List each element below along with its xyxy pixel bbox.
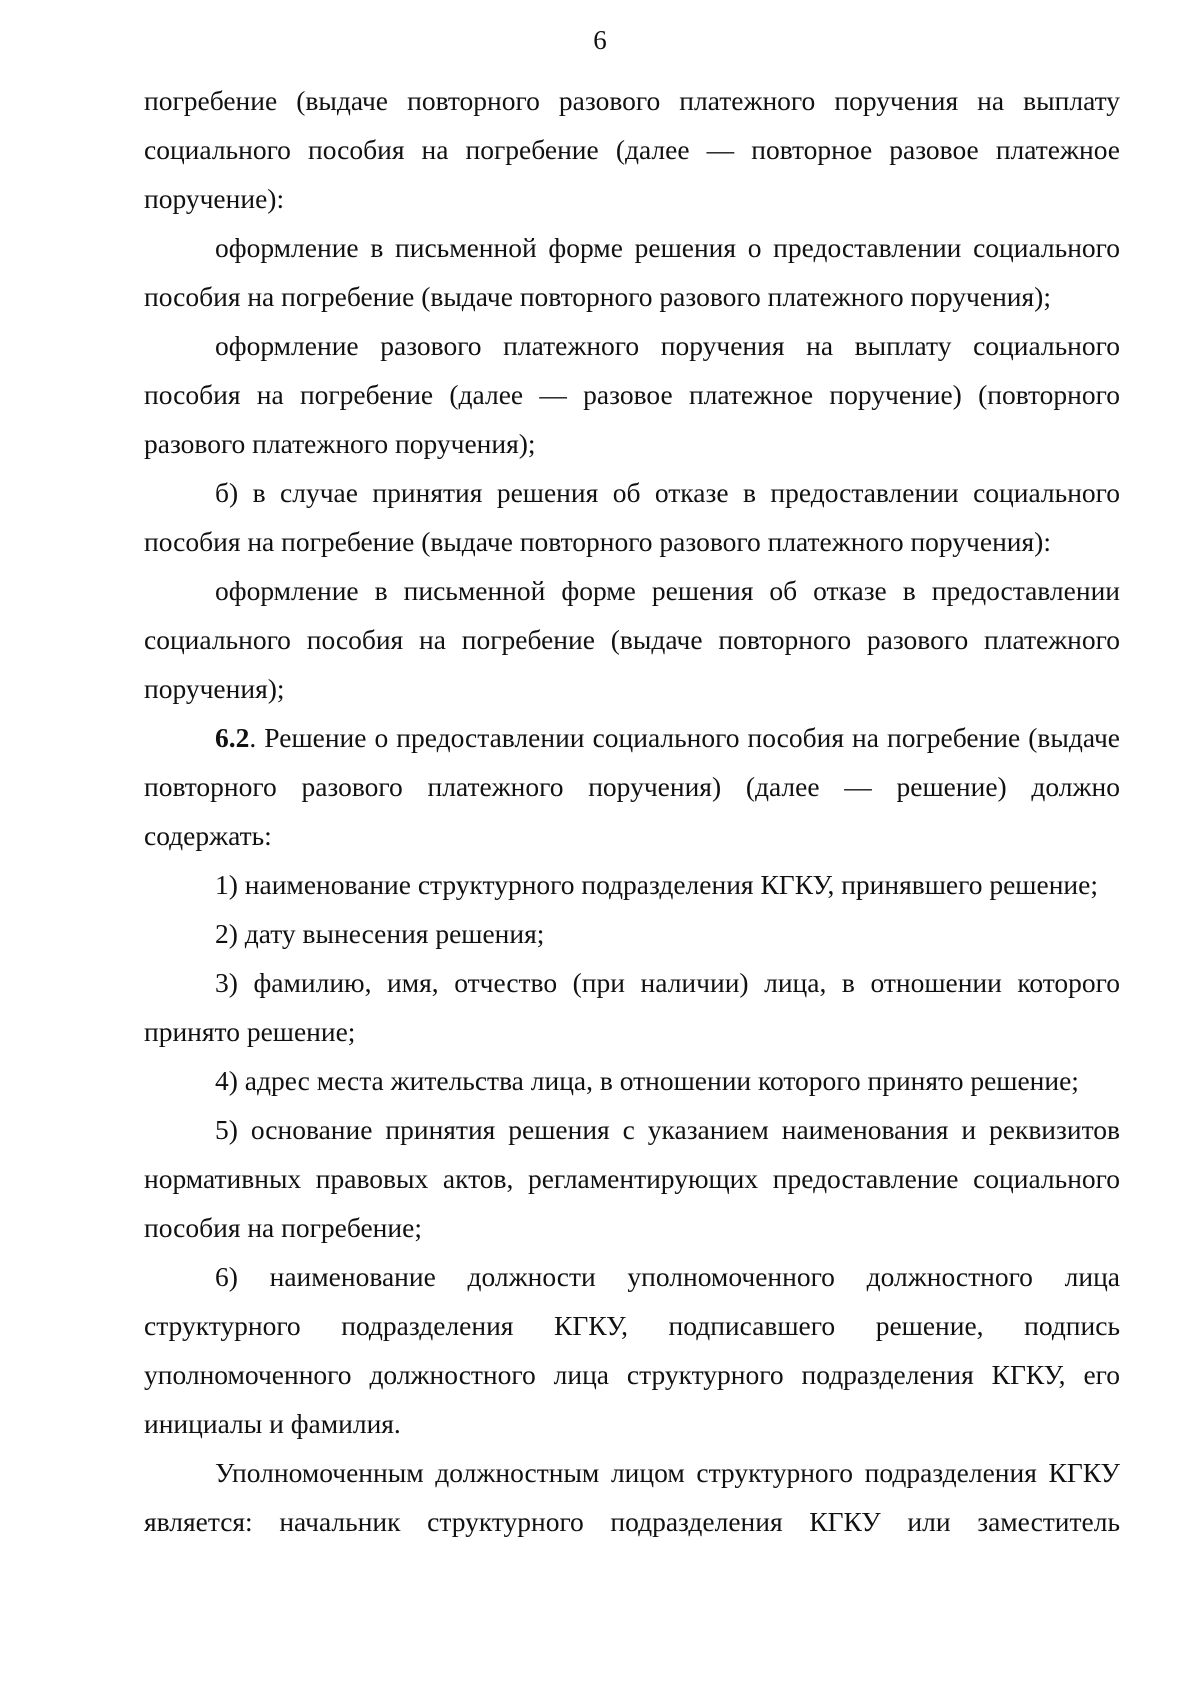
page-number: 6 <box>593 25 607 55</box>
paragraph-authorized-official: Уполномоченным должностным лицом структурного подразделения КГКУ является: начальник структурного подразделения КГКУ или заместитель <box>144 1457 1120 1537</box>
paragraph-item-b: б) в случае принятия решения об отказе в предоставлении социального пособия на погребение (выдаче повторного разового платежного поручения): <box>144 477 1120 557</box>
list-item-1: 1) наименование структурного подразделения КГКУ, принявшего решение; <box>215 869 1098 900</box>
list-item-2: 2) дату вынесения решения; <box>215 918 545 949</box>
list-item-5: 5) основание принятия решения с указанием наименования и реквизитов нормативных правовых актов, регламентирующих предоставление социального пособия на погребение; <box>144 1114 1120 1243</box>
section-number: 6.2 <box>215 722 250 753</box>
paragraph-section-6-2 <box>144 713 1120 860</box>
paragraph-continuation: погребение (выдаче повторного разового платежного поручения на выплату социального пособия на погребение (далее — повторное разовое платежное поручение): <box>144 85 1120 214</box>
paragraph-decision-form: оформление в письменной форме решения о предоставлении социального пособия на погребение (выдаче повторного разового платежного поручения); <box>144 232 1120 312</box>
paragraph-payment-order: оформление разового платежного поручения на выплату социального пособия на погребение (далее — разовое платежное поручение) (повторного разового платежного поручения); <box>144 330 1120 459</box>
document-body <box>144 76 1120 1546</box>
paragraph-refusal-form: оформление в письменной форме решения об отказе в предоставлении социального пособия на погребение (выдаче повторного разового платежного поручения); <box>144 575 1120 704</box>
section-text: . Решение о предоставлении социального пособия на погребение (выдаче повторного разового платежного поручения) (далее — решение) должно содержать: <box>144 722 1120 851</box>
list-item-4: 4) адрес места жительства лица, в отношении которого принято решение; <box>215 1065 1079 1096</box>
list-item-3: 3) фамилию, имя, отчество (при наличии) лица, в отношении которого принято решение; <box>144 967 1120 1047</box>
list-item-6: 6) наименование должности уполномоченного должностного лица структурного подразделения КГКУ, подписавшего решение, подпись уполномоченного должностного лица структурного подразделения КГКУ, его инициалы и фамилия. <box>144 1261 1120 1439</box>
